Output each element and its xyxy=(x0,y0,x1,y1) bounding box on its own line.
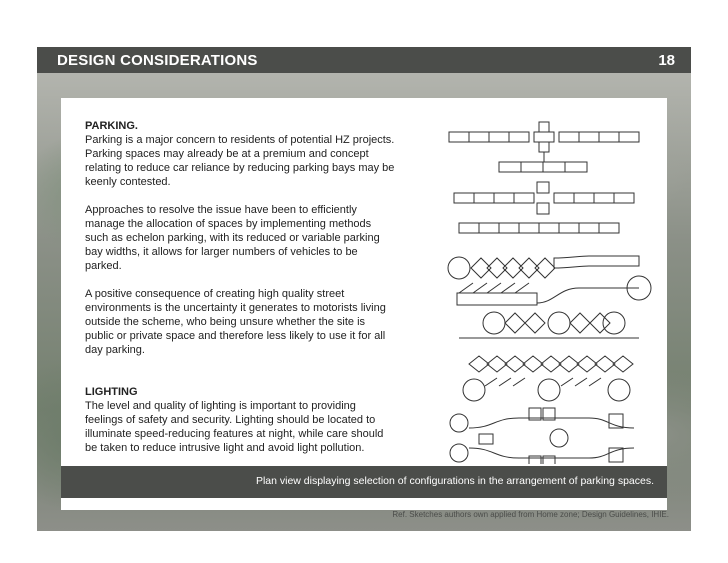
sketch-row-echelon-2 xyxy=(459,312,639,338)
caption-bar xyxy=(61,466,667,498)
page-number: 18 xyxy=(658,52,675,69)
sketch-row-chicane xyxy=(450,408,634,464)
parking-heading: PARKING. xyxy=(85,120,138,132)
sketch-row-parallel-1 xyxy=(449,122,639,172)
parking-sketch-illustration xyxy=(439,118,659,464)
sketch-row-parallel-2 xyxy=(454,182,634,233)
text-column xyxy=(85,119,395,455)
figure-caption: Plan view displaying selection of configurations in the arrangement of parking spaces. xyxy=(255,475,654,487)
parking-paragraph-1: Parking is a major concern to residents of potential HZ projects. Parking spaces may already be at a premium and concept relating to reduce car reliance by reducing parking bays may be keenly contested. xyxy=(85,134,395,188)
slide-title: DESIGN CONSIDERATIONS xyxy=(57,52,258,69)
reference-note: Ref. Sketches authors own applied from Home zone; Design Guidelines, IHIE. xyxy=(392,510,669,519)
lighting-paragraph: The level and quality of lighting is important to providing feelings of safety and security. Lighting should be located to illuminate speed-reducing features at night, while care should be taken to reduce intrusive light and avoid light pollution. xyxy=(85,400,384,454)
sketch-row-echelon-1 xyxy=(448,256,651,305)
lighting-heading: LIGHTING xyxy=(85,386,138,398)
slide xyxy=(37,47,691,531)
parking-paragraph-2: Approaches to resolve the issue have been to efficiently manage the allocation of spaces by implementing methods such as echelon parking, with its reduced or variable parking bay widths, it allows for larger numbers of vehicles to be parked. xyxy=(85,204,380,272)
parking-paragraph-3: A positive consequence of creating high quality street environments is the uncertainty it generates to motorists living outside the scheme, who being unsure whether the site is public or private space and therefore less likely to use it for all day parking. xyxy=(85,288,386,356)
sketch-row-echelon-3 xyxy=(463,356,633,401)
content-panel xyxy=(61,98,667,510)
header-bar xyxy=(37,47,691,73)
